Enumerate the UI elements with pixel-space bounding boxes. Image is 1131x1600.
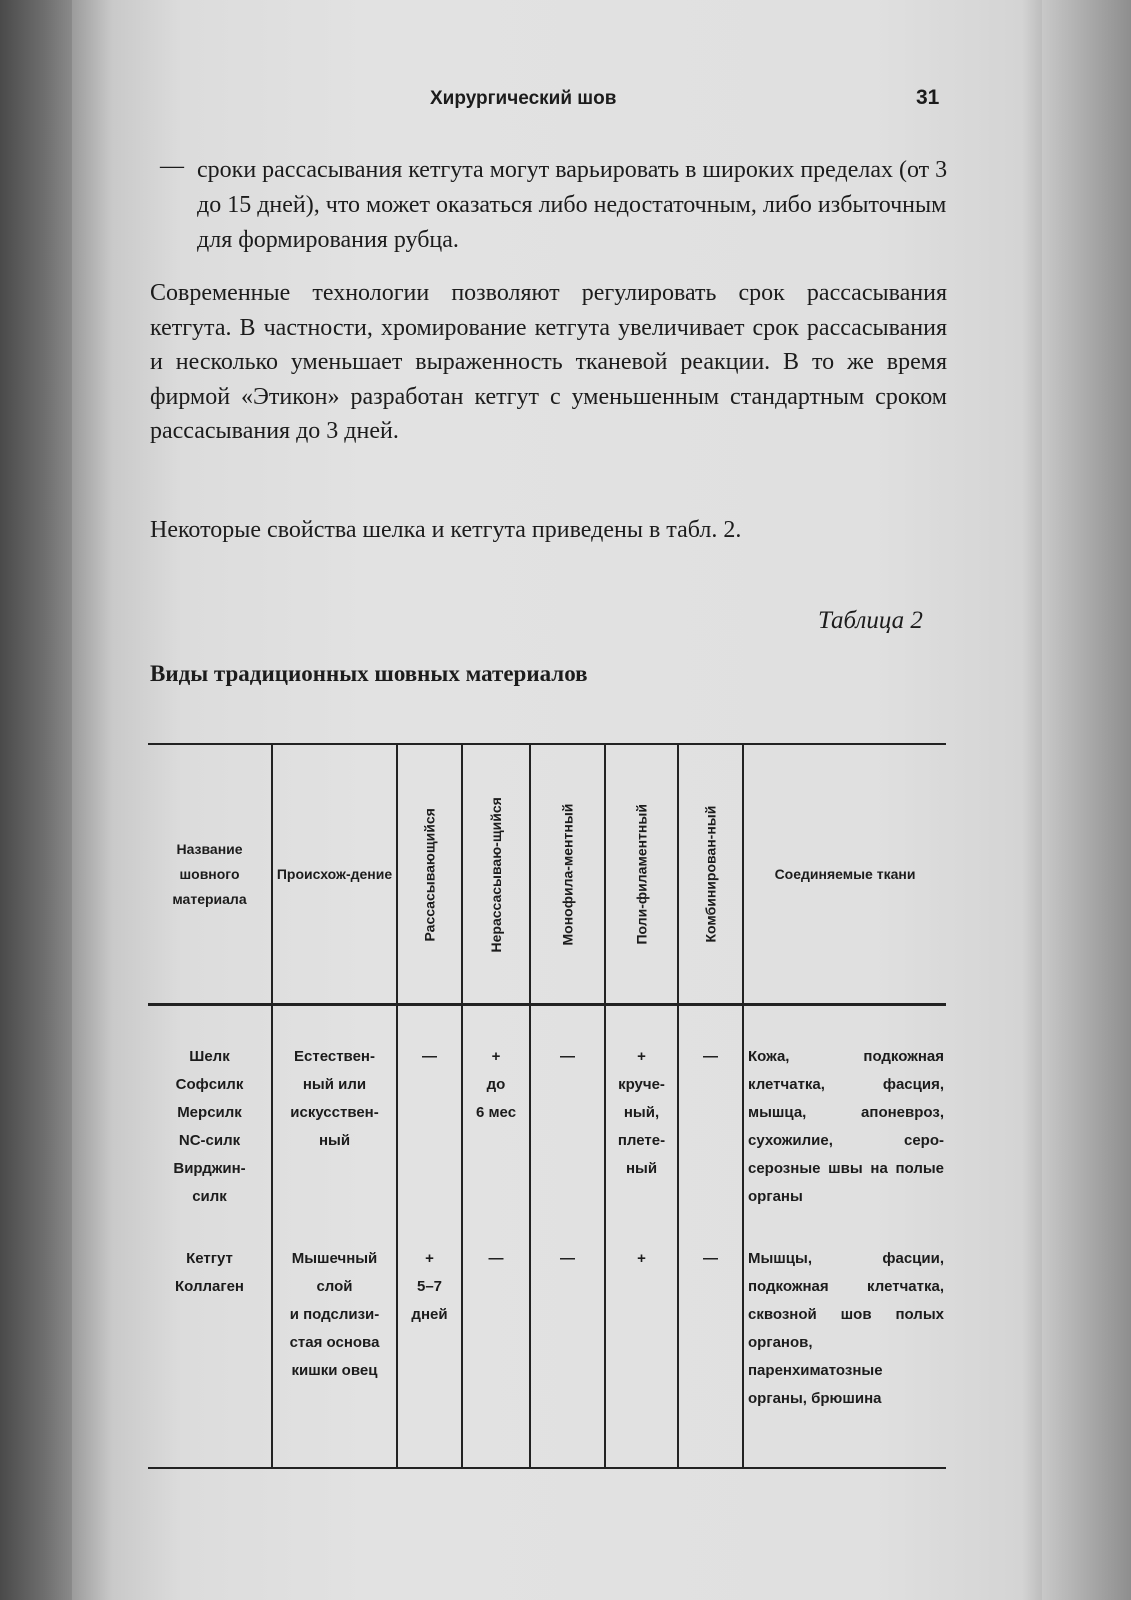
- table-row: [148, 1005, 946, 1236]
- cell-origin: Мышечный слой и подслизи- стая основа кишки овец: [272, 1235, 397, 1468]
- bullet-text: сроки рассасывания кетгута могут варьировать в широких пределах (от 3 до 15 дней), что может оказаться либо недостаточным, либо избыточным для формирования рубца.: [197, 157, 948, 253]
- cell-non-absorbable: + до 6 мес: [462, 1005, 530, 1236]
- cell-monofilament: —: [530, 1005, 605, 1236]
- header-material-name: Название шовного материала: [172, 840, 247, 907]
- header-non-absorbable: Нерассасываю-щийся: [462, 744, 530, 1005]
- table-title: Виды традиционных шовных материалов: [150, 661, 588, 686]
- table-header-row: [148, 744, 946, 1005]
- scan-left-edge: [0, 0, 72, 1600]
- cell-absorbable: + 5–7 дней: [397, 1235, 462, 1468]
- scan-right-edge: [1042, 0, 1131, 1600]
- cell-monofilament: —: [530, 1235, 605, 1468]
- cell-polyfilament: + круче- ный, плете- ный: [605, 1005, 678, 1236]
- cell-combined: —: [678, 1005, 743, 1236]
- suture-materials-table: [148, 743, 946, 1469]
- running-title: Хирургический шов: [430, 88, 617, 109]
- cell-polyfilament: +: [605, 1235, 678, 1468]
- paragraph-table-reference: Некоторые свойства шелка и кетгута приведены в табл. 2.: [150, 517, 742, 543]
- cell-joined-tissues: Кожа, подкожная клетчатка, фасция, мышца, апоневроз, сухожилие, серо-серозные швы на полые органы: [743, 1005, 946, 1236]
- table-row: [148, 1235, 946, 1468]
- header-combined: Комбинирован-ный: [678, 744, 743, 1005]
- cell-material-name: Кетгут Коллаген: [175, 1250, 244, 1295]
- header-origin: Происхож-дение: [272, 744, 397, 1005]
- header-joined-tissues: Соединяемые ткани: [743, 744, 946, 1005]
- page-number: 31: [916, 86, 940, 109]
- cell-non-absorbable: —: [462, 1235, 530, 1468]
- bullet-dash: —: [160, 153, 184, 179]
- header-polyfilament: Поли-филаментный: [605, 744, 678, 1005]
- cell-combined: —: [678, 1235, 743, 1468]
- header-absorbable: Рассасывающийся: [397, 744, 462, 1005]
- cell-joined-tissues: Мышцы, фасции, подкожная клетчатка, сквозной шов полых органов, паренхиматозные органы, брюшина: [743, 1235, 946, 1468]
- cell-absorbable: —: [397, 1005, 462, 1236]
- header-monofilament: Монофила-ментный: [530, 744, 605, 1005]
- table-label: Таблица 2: [818, 607, 923, 634]
- cell-origin: Естествен- ный или искусствен- ный: [272, 1005, 397, 1236]
- cell-material-name: Шелк Софсилк Мерсилк NC-силк Вирджин- силк: [173, 1048, 246, 1205]
- paragraph-technologies: Современные технологии позволяют регулировать срок рассасывания кетгута. В частности, хромирование кетгута увеличивает срок рассасывания и несколько уменьшает выраженность тканевой реакции. В то же время фирмой «Этикон» разработан кетгут с уменьшенным стандартным сроком рассасывания до 3 дней.: [150, 280, 947, 444]
